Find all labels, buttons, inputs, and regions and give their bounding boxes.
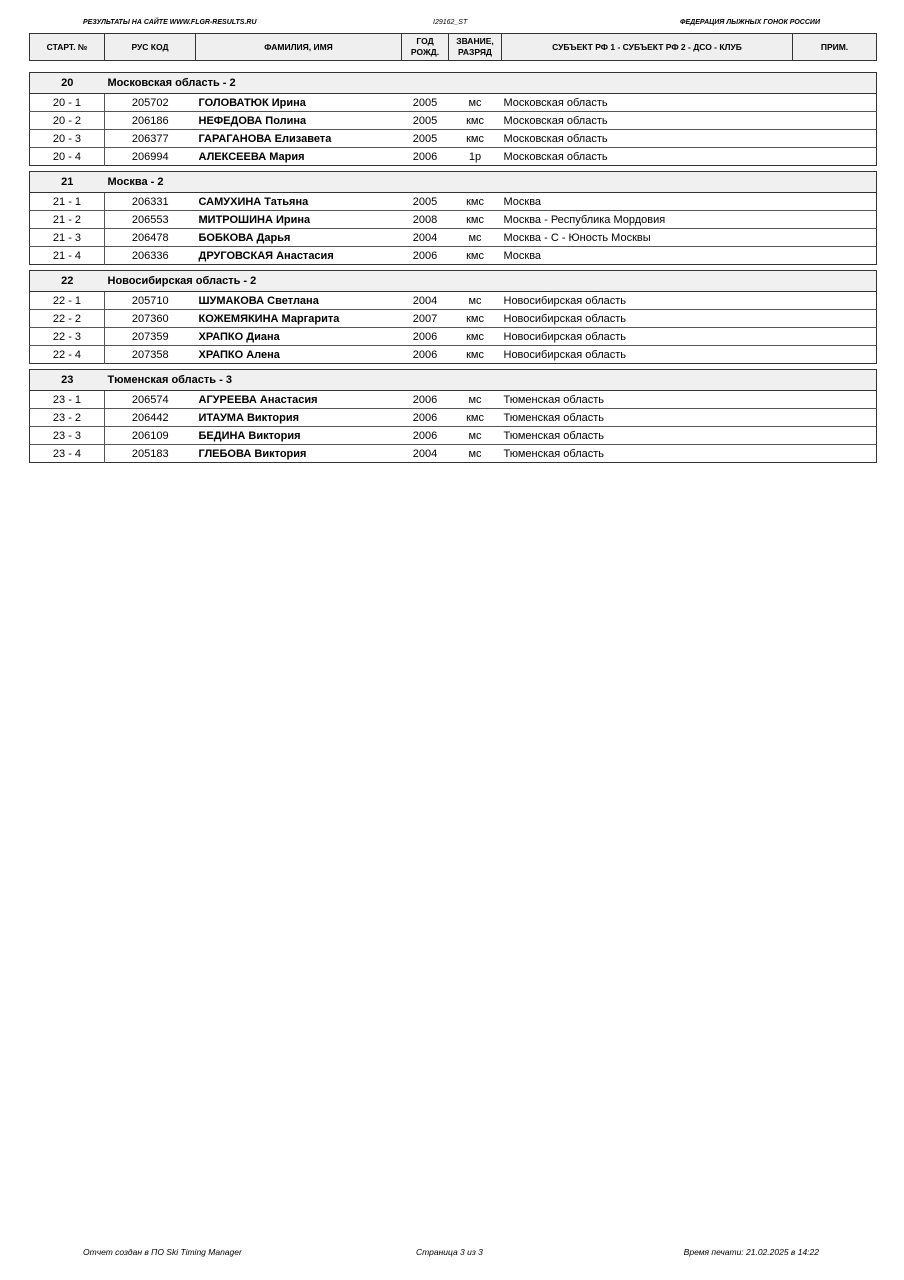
athlete-region: Московская область — [502, 112, 793, 130]
athlete-name: АГУРЕЕВА Анастасия — [196, 391, 402, 409]
athlete-birth-year: 2004 — [402, 229, 449, 247]
team-number: 21 — [30, 172, 105, 193]
athlete-name: КОЖЕМЯКИНА Маргарита — [196, 310, 402, 328]
athlete-rank: кмс — [449, 112, 502, 130]
athlete-bib: 21 - 4 — [30, 247, 105, 265]
athlete-bib: 20 - 2 — [30, 112, 105, 130]
athlete-rank: мс — [449, 229, 502, 247]
athlete-region: Новосибирская область — [502, 328, 793, 346]
athlete-region: Новосибирская область — [502, 346, 793, 364]
team-number: 23 — [30, 370, 105, 391]
athlete-region: Тюменская область — [502, 391, 793, 409]
athlete-region: Московская область — [502, 130, 793, 148]
athlete-code: 206377 — [105, 130, 196, 148]
athlete-birth-year: 2007 — [402, 310, 449, 328]
athlete-note — [793, 427, 877, 445]
athlete-note — [793, 148, 877, 166]
athlete-code: 206109 — [105, 427, 196, 445]
athlete-note — [793, 391, 877, 409]
athlete-note — [793, 94, 877, 112]
footer-page-number: Страница 3 из 3 — [416, 1247, 483, 1257]
athlete-note — [793, 310, 877, 328]
athlete-birth-year: 2005 — [402, 193, 449, 211]
athlete-code: 206478 — [105, 229, 196, 247]
athlete-bib: 20 - 1 — [30, 94, 105, 112]
athlete-code: 206336 — [105, 247, 196, 265]
col-header-year — [402, 34, 449, 61]
footer-print-time: Время печати: 21.02.2025 в 14:22 — [683, 1247, 819, 1257]
federation-name: ФЕДЕРАЦИЯ ЛЫЖНЫХ ГОНОК РОССИИ — [680, 19, 820, 26]
athlete-code: 206186 — [105, 112, 196, 130]
footer-software: Отчет создан в ПО Ski Timing Manager — [83, 1247, 242, 1257]
table-row — [30, 292, 877, 310]
athlete-region: Тюменская область — [502, 427, 793, 445]
team-title-row — [30, 370, 877, 391]
athlete-bib: 23 - 2 — [30, 409, 105, 427]
athlete-note — [793, 328, 877, 346]
table-row — [30, 112, 877, 130]
athlete-code: 205710 — [105, 292, 196, 310]
athlete-birth-year: 2006 — [402, 409, 449, 427]
athlete-region: Москва - С - Юность Москвы — [502, 229, 793, 247]
athlete-bib: 22 - 4 — [30, 346, 105, 364]
team-block — [29, 270, 877, 364]
athlete-note — [793, 211, 877, 229]
athlete-note — [793, 130, 877, 148]
athlete-name: ГЛЕБОВА Виктория — [196, 445, 402, 463]
athlete-region: Москва — [502, 193, 793, 211]
table-row — [30, 328, 877, 346]
athlete-note — [793, 229, 877, 247]
team-title-row — [30, 172, 877, 193]
athlete-bib: 23 - 1 — [30, 391, 105, 409]
col-header-rank-line1: ЗВАНИЕ, — [456, 36, 494, 46]
athlete-name: ХРАПКО Алена — [196, 346, 402, 364]
athlete-note — [793, 247, 877, 265]
athlete-name: САМУХИНА Татьяна — [196, 193, 402, 211]
table-row — [30, 391, 877, 409]
athlete-bib: 20 - 3 — [30, 130, 105, 148]
athlete-name: АЛЕКСЕЕВА Мария — [196, 148, 402, 166]
athlete-bib: 21 - 2 — [30, 211, 105, 229]
table-row — [30, 247, 877, 265]
col-header-rank — [449, 34, 502, 61]
athlete-name: НЕФЕДОВА Полина — [196, 112, 402, 130]
athlete-rank: кмс — [449, 328, 502, 346]
athlete-rank: мс — [449, 94, 502, 112]
athlete-region: Тюменская область — [502, 409, 793, 427]
athlete-birth-year: 2006 — [402, 346, 449, 364]
athlete-bib: 21 - 1 — [30, 193, 105, 211]
athlete-code: 207359 — [105, 328, 196, 346]
table-row — [30, 211, 877, 229]
results-site-link[interactable]: РЕЗУЛЬТАТЫ НА САЙТЕ WWW.FLGR-RESULTS.RU — [83, 19, 257, 26]
col-header-code: РУС КОД — [105, 34, 196, 61]
team-block — [29, 171, 877, 265]
athlete-rank: 1р — [449, 148, 502, 166]
athlete-rank: кмс — [449, 310, 502, 328]
athlete-rank: кмс — [449, 409, 502, 427]
document-code: I29162_ST — [433, 19, 468, 26]
table-row — [30, 193, 877, 211]
athlete-note — [793, 112, 877, 130]
table-row — [30, 130, 877, 148]
athlete-rank: кмс — [449, 193, 502, 211]
table-row — [30, 94, 877, 112]
athlete-birth-year: 2006 — [402, 328, 449, 346]
table-row — [30, 310, 877, 328]
table-row — [30, 346, 877, 364]
athlete-region: Московская область — [502, 94, 793, 112]
col-header-year-line2: РОЖД. — [410, 47, 440, 57]
table-row — [30, 445, 877, 463]
team-block — [29, 72, 877, 166]
athlete-note — [793, 193, 877, 211]
col-header-bib: СТАРТ. № — [30, 34, 105, 61]
athlete-name: ШУМАКОВА Светлана — [196, 292, 402, 310]
athlete-region: Москва - Республика Мордовия — [502, 211, 793, 229]
athlete-name: ИТАУМА Виктория — [196, 409, 402, 427]
athlete-region: Новосибирская область — [502, 292, 793, 310]
athlete-bib: 23 - 4 — [30, 445, 105, 463]
athlete-bib: 23 - 3 — [30, 427, 105, 445]
athlete-birth-year: 2006 — [402, 391, 449, 409]
team-name: Новосибирская область - 2 — [105, 271, 877, 292]
team-number: 22 — [30, 271, 105, 292]
athlete-bib: 21 - 3 — [30, 229, 105, 247]
athlete-region: Москва — [502, 247, 793, 265]
athlete-bib: 20 - 4 — [30, 148, 105, 166]
column-header-table — [29, 33, 877, 61]
page-footer — [0, 1247, 904, 1259]
athlete-birth-year: 2005 — [402, 130, 449, 148]
team-title-row — [30, 271, 877, 292]
col-header-year-line1: ГОД — [416, 36, 434, 46]
athlete-code: 205702 — [105, 94, 196, 112]
team-name: Тюменская область - 3 — [105, 370, 877, 391]
athlete-birth-year: 2006 — [402, 247, 449, 265]
athlete-region: Тюменская область — [502, 445, 793, 463]
athlete-birth-year: 2008 — [402, 211, 449, 229]
athlete-rank: мс — [449, 292, 502, 310]
athlete-rank: кмс — [449, 346, 502, 364]
table-row — [30, 229, 877, 247]
team-name: Московская область - 2 — [105, 73, 877, 94]
athlete-code: 206331 — [105, 193, 196, 211]
athlete-rank: кмс — [449, 211, 502, 229]
athlete-name: ГАРАГАНОВА Елизавета — [196, 130, 402, 148]
athlete-code: 206442 — [105, 409, 196, 427]
athlete-code: 206994 — [105, 148, 196, 166]
team-name: Москва - 2 — [105, 172, 877, 193]
athlete-birth-year: 2005 — [402, 112, 449, 130]
table-row — [30, 427, 877, 445]
athlete-birth-year: 2004 — [402, 292, 449, 310]
athlete-name: МИТРОШИНА Ирина — [196, 211, 402, 229]
athlete-name: ХРАПКО Диана — [196, 328, 402, 346]
athlete-name: БОБКОВА Дарья — [196, 229, 402, 247]
athlete-code: 205183 — [105, 445, 196, 463]
athlete-note — [793, 445, 877, 463]
athlete-note — [793, 346, 877, 364]
athlete-birth-year: 2006 — [402, 427, 449, 445]
athlete-code: 207358 — [105, 346, 196, 364]
athlete-birth-year: 2006 — [402, 148, 449, 166]
athlete-rank: мс — [449, 391, 502, 409]
athlete-code: 207360 — [105, 310, 196, 328]
athlete-note — [793, 292, 877, 310]
athlete-name: ДРУГОВСКАЯ Анастасия — [196, 247, 402, 265]
team-title-row — [30, 73, 877, 94]
athlete-region: Московская область — [502, 148, 793, 166]
table-row — [30, 409, 877, 427]
top-meta-bar — [0, 19, 904, 31]
athlete-bib: 22 - 3 — [30, 328, 105, 346]
athlete-birth-year: 2005 — [402, 94, 449, 112]
team-number: 20 — [30, 73, 105, 94]
team-block — [29, 369, 877, 463]
table-row — [30, 148, 877, 166]
athlete-code: 206553 — [105, 211, 196, 229]
athlete-rank: мс — [449, 427, 502, 445]
athlete-name: БЕДИНА Виктория — [196, 427, 402, 445]
col-header-region: СУБЪЕКТ РФ 1 - СУБЪЕКТ РФ 2 - ДСО - КЛУБ — [502, 34, 793, 61]
col-header-note: ПРИМ. — [793, 34, 877, 61]
athlete-name: ГОЛОВАТЮК Ирина — [196, 94, 402, 112]
athlete-birth-year: 2004 — [402, 445, 449, 463]
athlete-rank: кмс — [449, 130, 502, 148]
athlete-bib: 22 - 2 — [30, 310, 105, 328]
athlete-region: Новосибирская область — [502, 310, 793, 328]
athlete-bib: 22 - 1 — [30, 292, 105, 310]
col-header-name: ФАМИЛИЯ, ИМЯ — [196, 34, 402, 61]
athlete-note — [793, 409, 877, 427]
athlete-code: 206574 — [105, 391, 196, 409]
col-header-rank-line2: РАЗРЯД — [457, 47, 492, 57]
athlete-rank: кмс — [449, 247, 502, 265]
athlete-rank: мс — [449, 445, 502, 463]
